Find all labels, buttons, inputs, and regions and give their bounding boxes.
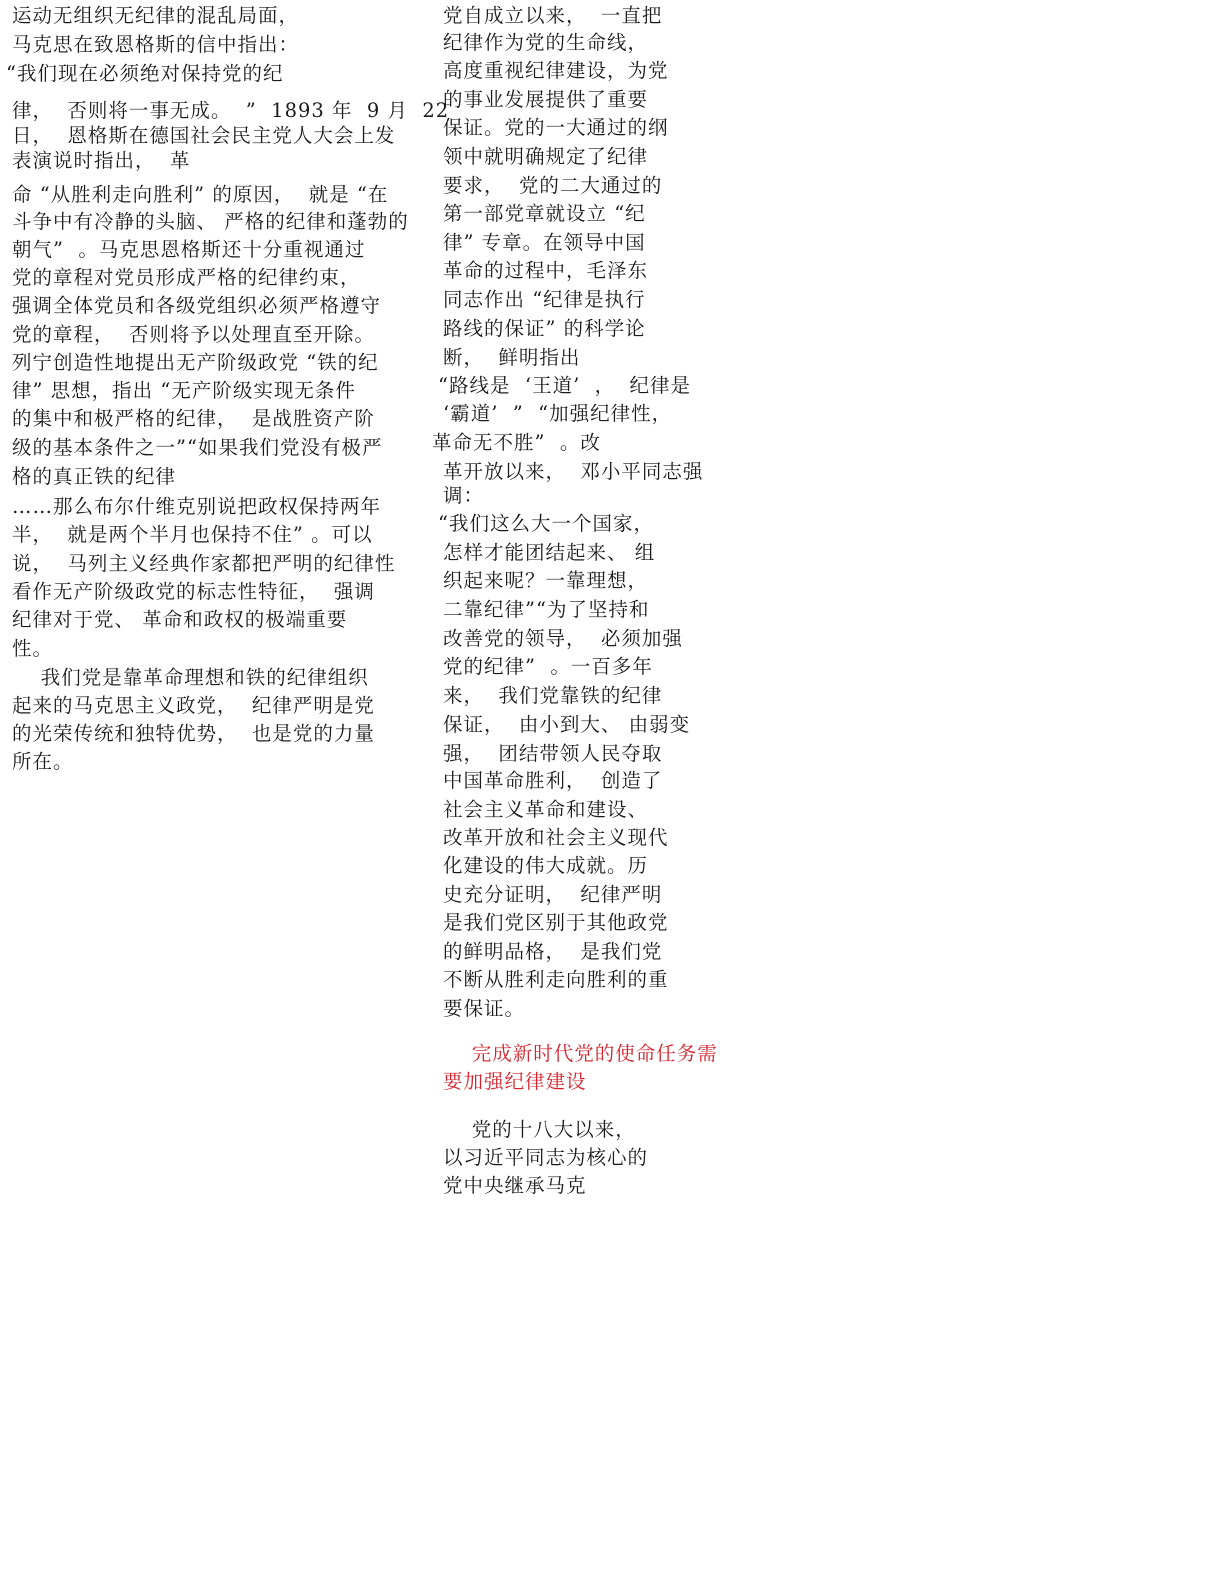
right-column-text-line: “路线是 ‘王道’ ， 纪律是 [438, 374, 692, 397]
right-column-text-line: 以习近平同志为核心的 [443, 1146, 649, 1169]
right-column-text-line: 是我们党区别于其他政党 [443, 911, 669, 934]
right-column-text-line: 革命的过程中，毛泽东 [443, 259, 649, 282]
right-column-text-line: 改革开放和社会主义现代 [443, 826, 669, 849]
left-column-text-line: 表演说时指出， 革 [12, 149, 191, 172]
left-column-text-line: 级的基本条件之一”“如果我们党没有极严 [12, 436, 383, 459]
section-heading-line: 完成新时代党的使命任务需 [443, 1042, 718, 1065]
right-column-text-line: 中国革命胜利， 创造了 [443, 769, 663, 792]
right-column-text-line: 党的纪律” 。一百多年 [443, 655, 653, 678]
right-column-text-line: 路线的保证” 的科学论 [443, 317, 646, 340]
right-column-text-line: 领中就明确规定了纪律 [443, 145, 649, 168]
right-column-text-line: 的事业发展提供了重要 [443, 88, 649, 111]
left-column-text-line: 党的章程， 否则将予以处理直至开除。 [12, 323, 375, 346]
left-column-text-line: 所在。 [12, 750, 74, 773]
right-column-text-line: 纪律作为党的生命线， [443, 31, 649, 54]
left-column-text-line: 命 “从胜利走向胜利” 的原因， 就是 “在 [12, 183, 389, 206]
right-column-text-line: 史充分证明， 纪律严明 [443, 883, 663, 906]
left-column-text-line: 律” 思想，指出 “无产阶级实现无条件 [12, 379, 356, 402]
right-column-text-line: 律” 专章。在领导中国 [443, 231, 646, 254]
right-column-text-line: 改善党的领导， 必须加强 [443, 627, 683, 650]
right-column-text-line: 党自成立以来， 一直把 [443, 4, 663, 27]
right-column-text-line: 调： [443, 484, 485, 507]
right-column-text-line: 要保证。 [443, 997, 526, 1020]
right-column-text-line: 社会主义革命和建设、 [443, 798, 649, 821]
right-column-text-line: 化建设的伟大成就。历 [443, 854, 649, 877]
right-column-text-line: 断， 鲜明指出 [443, 346, 581, 369]
section-heading-line: 要加强纪律建设 [443, 1070, 587, 1093]
left-column-text-line: 朝气” 。马克思恩格斯还十分重视通过 [12, 238, 366, 261]
right-column-text-line: 来， 我们党靠铁的纪律 [443, 684, 663, 707]
left-column-text-line: 律， 否则将一事无成。 ” 1893 年 9 月 22 [12, 99, 450, 122]
left-column-text-line: 强调全体党员和各级党组织必须严格遵守 [12, 294, 382, 317]
left-column-text-line: 列宁创造性地提出无产阶级政党 “铁的纪 [12, 351, 379, 374]
left-column-text-line: 半， 就是两个半月也保持不住” 。可以 [12, 523, 373, 546]
left-column-text-line: 的集中和极严格的纪律， 是战胜资产阶 [12, 407, 375, 430]
left-column-text-line: 纪律对于党、 革命和政权的极端重要 [12, 608, 348, 631]
right-column-text-line: 革开放以来， 邓小平同志强 [443, 460, 704, 483]
right-column-text-line: 党中央继承马克 [443, 1174, 587, 1197]
left-column-text-line: 日， 恩格斯在德国社会民主党人大会上发 [12, 124, 396, 147]
left-column-text-line: 的光荣传统和独特优势， 也是党的力量 [12, 722, 375, 745]
left-column-text-line: 起来的马克思主义政党， 纪律严明是党 [12, 694, 375, 717]
right-column-text-line: 党的十八大以来， [443, 1118, 636, 1141]
right-column-text-line: 织起来呢？一靠理想， [443, 569, 649, 592]
right-column-text-line: 第一部党章就设立 “纪 [443, 202, 646, 225]
left-column-text-line: 说， 马列主义经典作家都把严明的纪律性 [12, 552, 396, 575]
left-column-text-line: 我们党是靠革命理想和铁的纪律组织 [12, 666, 369, 689]
left-column-text-line: 格的真正铁的纪律 [12, 465, 177, 488]
left-column-text-line: 斗争中有冷静的头脑、 严格的纪律和蓬勃的 [12, 210, 409, 233]
left-column-text-line: 马克思在致恩格斯的信中指出： [12, 33, 300, 56]
right-column-text-line: 同志作出 “纪律是执行 [443, 288, 646, 311]
right-column-text-line: 高度重视纪律建设，为党 [443, 59, 669, 82]
right-column-text-line: “我们这么大一个国家， [438, 512, 654, 535]
left-column-text-line: 运动无组织无纪律的混乱局面， [12, 4, 300, 27]
right-column-text-line: 的鲜明品格， 是我们党 [443, 940, 663, 963]
left-column-text-line: 看作无产阶级政党的标志性特征， 强调 [12, 580, 375, 603]
right-column-text-line: ‘霸道’ ” “加强纪律性， [443, 402, 673, 425]
right-column-text-line: 要求， 党的二大通过的 [443, 174, 663, 197]
right-column-text-line: 怎样才能团结起来、 组 [443, 541, 656, 564]
right-column-text-line: 不断从胜利走向胜利的重 [443, 968, 669, 991]
right-column-text-line: 保证， 由小到大、 由弱变 [443, 713, 691, 736]
left-column-text-line: 党的章程对党员形成严格的纪律约束， [12, 266, 361, 289]
right-column-text-line: 强， 团结带领人民夺取 [443, 742, 663, 765]
left-column-text-line: 性。 [12, 637, 54, 660]
right-column-text-line: 革命无不胜” 。改 [432, 431, 601, 454]
left-column-text-line: ……那么布尔什维克别说把政权保持两年 [12, 495, 382, 518]
right-column-text-line: 保证。党的一大通过的纲 [443, 116, 669, 139]
left-column-text-line: “我们现在必须绝对保持党的纪 [6, 62, 284, 85]
right-column-text-line: 二靠纪律”“为了坚持和 [443, 598, 650, 621]
